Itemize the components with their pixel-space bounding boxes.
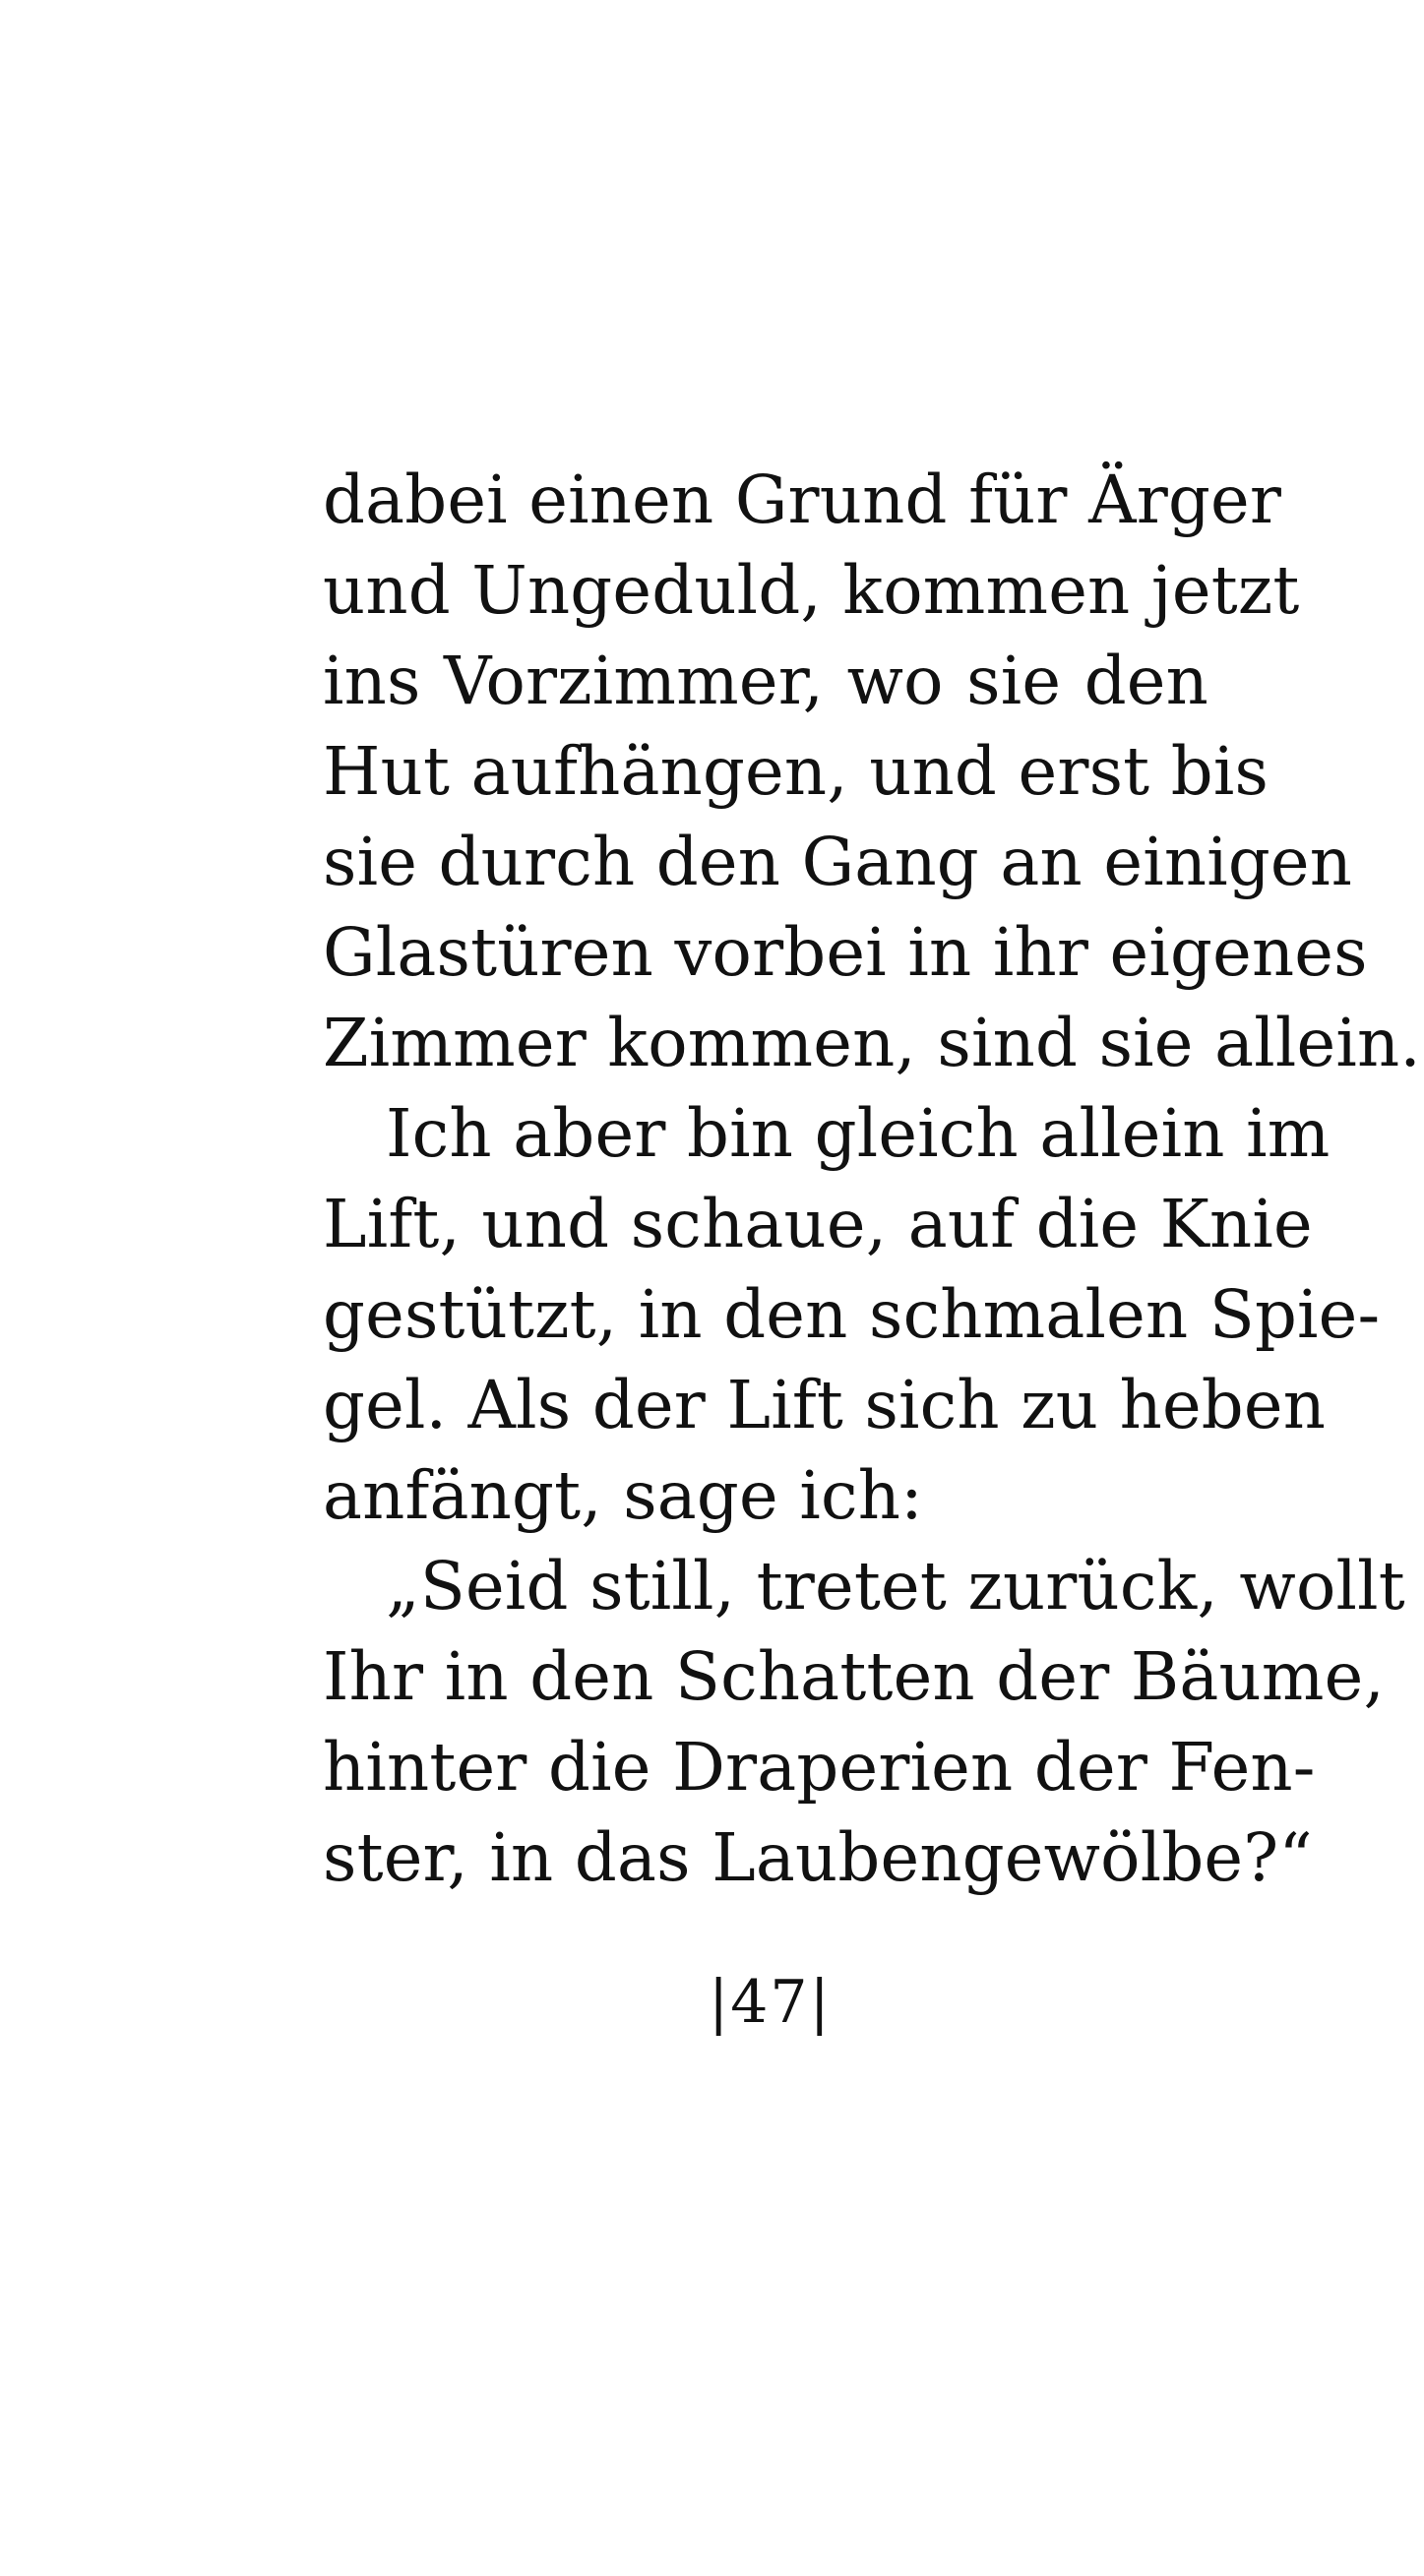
text-line: ins Vorzimmer, wo sie den	[323, 643, 1208, 719]
text-line: Ihr in den Schatten der Bäume,	[323, 1638, 1385, 1715]
text-line: Hut aufhängen, und erst bis	[323, 733, 1269, 810]
text-line: hinter die Draperien der Fen-	[323, 1729, 1316, 1806]
text-line: gestützt, in den schmalen Spie-	[323, 1276, 1381, 1353]
text-line: Glastüren vorbei in ihr eigenes	[323, 914, 1368, 991]
text-line: und Ungeduld, kommen jetzt	[323, 552, 1300, 629]
body-text	[323, 455, 1421, 1903]
text-line: dabei einen Grund für Ärger	[323, 461, 1282, 538]
page-number: |47|	[709, 1968, 832, 2037]
text-line: Zimmer kommen, sind sie allein.	[323, 1005, 1421, 1081]
text-line: gel. Als der Lift sich zu heben	[323, 1367, 1327, 1443]
text-line: ster, in das Laubengewölbe?“	[323, 1819, 1313, 1896]
text-line: „Seid still, tretet zurück, wollt	[386, 1548, 1405, 1625]
text-line: Ich aber bin gleich allein im	[386, 1095, 1331, 1172]
text-line: anfängt, sage ich:	[323, 1457, 923, 1534]
text-line: Lift, und schaue, auf die Knie	[323, 1186, 1313, 1262]
text-line: sie durch den Gang an einigen	[323, 824, 1353, 900]
